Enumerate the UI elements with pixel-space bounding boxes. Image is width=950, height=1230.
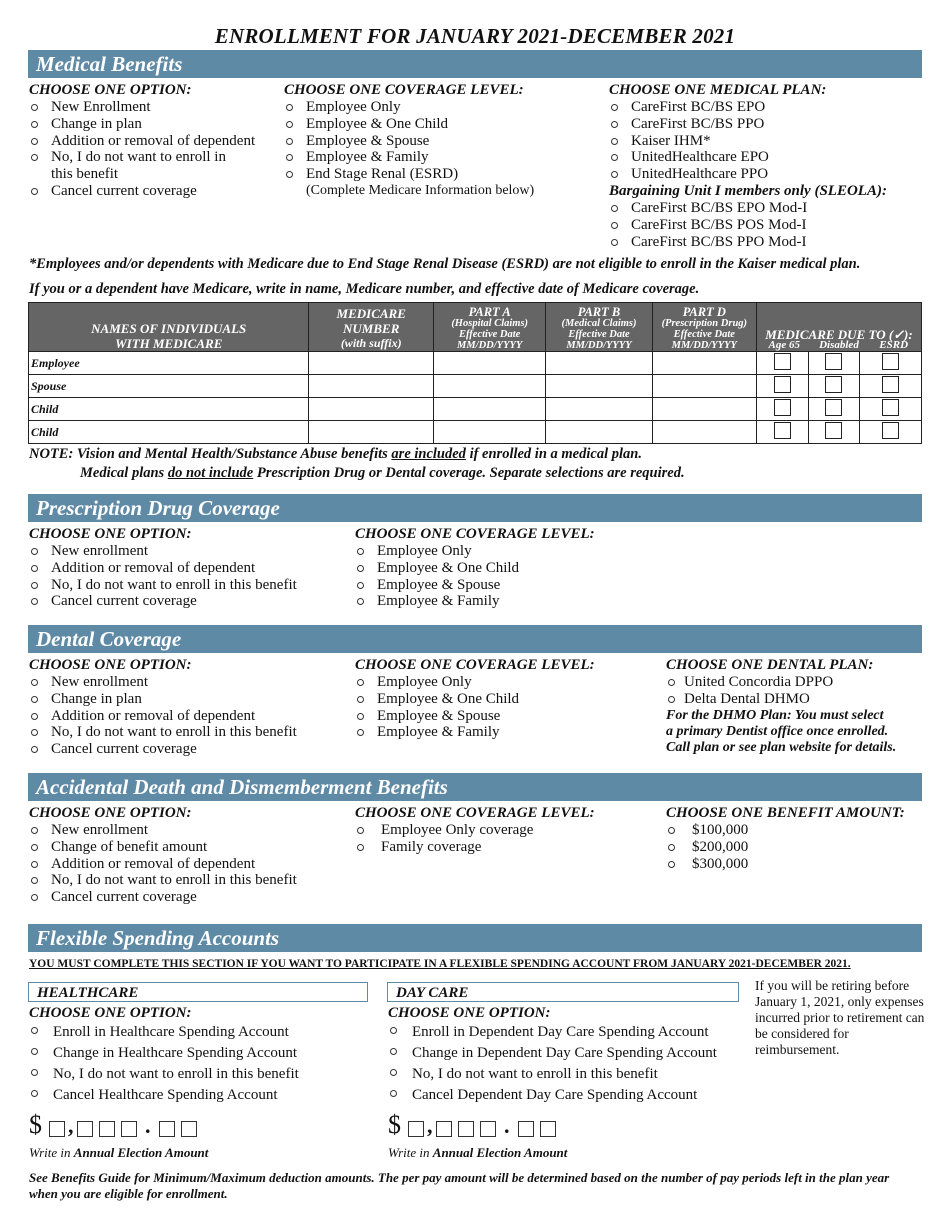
rx-level-heading: CHOOSE ONE COVERAGE LEVEL: — [355, 526, 595, 542]
daycare-option-heading: CHOOSE ONE OPTION: — [388, 1005, 551, 1021]
medical-plan-radio[interactable]: UnitedHealthcare PPO — [609, 166, 929, 183]
rx-level-radio[interactable]: Employee & Family — [355, 593, 655, 610]
daycare-option-radio[interactable]: No, I do not want to enroll in this benefit — [388, 1064, 748, 1085]
healthcare-option-heading: CHOOSE ONE OPTION: — [29, 1005, 192, 1021]
part-d-date-cell[interactable] — [652, 375, 756, 398]
daycare-amount: $ , . — [388, 1110, 688, 1140]
dental-option-radio[interactable]: Change in plan — [29, 691, 349, 708]
daycare-option-radio[interactable]: Change in Dependent Day Care Spending Account — [388, 1043, 748, 1064]
fsa-footer-note: See Benefits Guide for Minimum/Maximum deduction amounts. The per pay amount will be determined based on the number of pay periods left in the plan year when you are eligible for enrollment. — [29, 1170, 890, 1201]
add-amount-radio[interactable]: $300,000 — [666, 856, 928, 873]
add-option-radio[interactable]: Addition or removal of dependent — [29, 856, 349, 873]
row-label: Child — [29, 421, 309, 444]
esrd-checkbox[interactable] — [882, 353, 899, 370]
add-level-heading: CHOOSE ONE COVERAGE LEVEL: — [355, 805, 595, 821]
healthcare-group — [29, 1005, 379, 1106]
esrd-checkbox[interactable] — [882, 376, 899, 393]
medical-level-note: (Complete Medicare Information below) — [306, 182, 535, 198]
healthcare-amount: $ , . — [29, 1110, 329, 1140]
row-label: Spouse — [29, 375, 309, 398]
rx-level-radio[interactable]: Employee & Spouse — [355, 577, 655, 594]
medical-plan-radio[interactable]: CareFirst BC/BS PPO — [609, 116, 929, 133]
medical-level-radio[interactable]: Employee & Family — [284, 149, 604, 166]
medical-plan-heading: CHOOSE ONE MEDICAL PLAN: — [609, 82, 827, 98]
bargaining-plan-radio[interactable]: CareFirst BC/BS POS Mod-I — [609, 217, 929, 234]
add-option-radio[interactable]: Change of benefit amount — [29, 839, 349, 856]
esrd-checkbox[interactable] — [882, 422, 899, 439]
fsa-header: Flexible Spending Accounts — [28, 924, 922, 952]
col-medicare-number-header: MEDICARE NUMBER (with suffix) — [309, 303, 434, 352]
medical-level-radio[interactable]: Employee & One Child — [284, 116, 604, 133]
table-row — [29, 375, 922, 398]
medical-option-heading: CHOOSE ONE OPTION: — [29, 82, 192, 98]
medicare-number-cell[interactable] — [309, 352, 434, 375]
table-row — [29, 398, 922, 421]
part-a-date-cell[interactable] — [433, 398, 545, 421]
medical-level-heading: CHOOSE ONE COVERAGE LEVEL: — [284, 82, 524, 98]
age-65-checkbox[interactable] — [774, 376, 791, 393]
dental-option-heading: CHOOSE ONE OPTION: — [29, 657, 192, 673]
add-option-radio[interactable]: New enrollment — [29, 822, 349, 839]
daycare-option-radio[interactable]: Enroll in Dependent Day Care Spending Account — [388, 1022, 748, 1043]
age-65-checkbox[interactable] — [774, 353, 791, 370]
healthcare-option-radio[interactable]: Enroll in Healthcare Spending Account — [29, 1022, 379, 1043]
amount-digit-box[interactable] — [436, 1121, 452, 1137]
daycare-group — [388, 1005, 748, 1106]
dental-option-group — [29, 657, 349, 758]
part-b-date-cell[interactable] — [546, 398, 652, 421]
row-label: Child — [29, 398, 309, 421]
col-part-a-header: PART A (Hospital Claims) Effective Date MM/DD/YYYY — [433, 303, 545, 352]
rx-option-group — [29, 526, 349, 610]
add-option-radio[interactable]: Cancel current coverage — [29, 889, 349, 906]
disabled-checkbox[interactable] — [825, 399, 842, 416]
fsa-instruction: YOU MUST COMPLETE THIS SECTION IF YOU WANT TO PARTICIPATE IN A FLEXIBLE SPENDING ACCOUNT FROM JANUARY 2021-DECEMBER 2021. — [29, 958, 851, 970]
add-level-radio[interactable]: Employee Only coverage — [355, 822, 655, 839]
dental-level-radio[interactable]: Employee & One Child — [355, 691, 655, 708]
amount-digit-box[interactable] — [121, 1121, 137, 1137]
dental-plan-heading: CHOOSE ONE DENTAL PLAN: — [666, 657, 874, 673]
add-amount-heading: CHOOSE ONE BENEFIT AMOUNT: — [666, 805, 905, 821]
dental-level-radio[interactable]: Employee & Family — [355, 724, 655, 741]
medical-plan-radio[interactable]: Kaiser IHM* — [609, 133, 929, 150]
medical-plan-radio[interactable]: UnitedHealthcare EPO — [609, 149, 929, 166]
rx-option-radio[interactable]: Addition or removal of dependent — [29, 560, 349, 577]
part-b-date-cell[interactable] — [546, 375, 652, 398]
rx-option-radio[interactable]: Cancel current coverage — [29, 593, 349, 610]
healthcare-option-radio[interactable]: Cancel Healthcare Spending Account — [29, 1085, 379, 1106]
col-names-header: NAMES OF INDIVIDUALS WITH MEDICARE — [29, 303, 309, 352]
retire-note: If you will be retiring before January 1, 2021, only expenses incurred prior to retirement can be considered for reimbursement. — [755, 978, 925, 1057]
bargaining-heading: Bargaining Unit I members only (SLEOLA): — [609, 182, 887, 199]
amount-digit-box[interactable] — [458, 1121, 474, 1137]
medical-plan-radio[interactable]: CareFirst BC/BS EPO — [609, 99, 929, 116]
dental-option-radio[interactable]: Cancel current coverage — [29, 741, 349, 758]
disabled-checkbox[interactable] — [825, 376, 842, 393]
dental-level-group — [355, 657, 655, 741]
esrd-checkbox[interactable] — [882, 399, 899, 416]
part-a-date-cell[interactable] — [433, 375, 545, 398]
medical-level-radio[interactable]: Employee & Spouse — [284, 133, 604, 150]
bargaining-plan-radio[interactable]: CareFirst BC/BS PPO Mod-I — [609, 234, 929, 251]
daycare-label-box: DAY CARE — [387, 982, 739, 1002]
add-option-heading: CHOOSE ONE OPTION: — [29, 805, 192, 821]
medical-option-radio[interactable]: Addition or removal of dependent — [29, 133, 279, 150]
dental-option-radio[interactable]: No, I do not want to enroll in this benefit — [29, 724, 349, 741]
healthcare-option-radio[interactable]: No, I do not want to enroll in this benefit — [29, 1064, 379, 1085]
medicare-number-cell[interactable] — [309, 375, 434, 398]
add-option-radio[interactable]: No, I do not want to enroll in this benefit — [29, 872, 349, 889]
dental-plan-radio[interactable]: United Concordia DPPO — [666, 674, 928, 691]
col-medicare-due-header: MEDICARE DUE TO (✓): Age 65 Disabled ESRD — [756, 303, 921, 352]
col-part-b-header: PART B (Medical Claims) Effective Date MM/DD/YYYY — [546, 303, 652, 352]
add-level-group — [355, 805, 655, 856]
age-65-checkbox[interactable] — [774, 422, 791, 439]
amount-digit-box[interactable] — [159, 1121, 175, 1137]
add-level-radio[interactable]: Family coverage — [355, 839, 655, 856]
add-amount-radio[interactable]: $200,000 — [666, 839, 928, 856]
part-a-date-cell[interactable] — [433, 421, 545, 444]
dental-coverage-header: Dental Coverage — [28, 625, 922, 653]
esrd-note: *Employees and/or dependents with Medicare due to End Stage Renal Disease (ESRD) are not eligible to enroll in the Kaiser medical plan. — [29, 256, 861, 272]
add-amount-group — [666, 805, 928, 872]
medical-benefits-header: Medical Benefits — [28, 50, 922, 78]
amount-digit-box[interactable] — [181, 1121, 197, 1137]
page-title: ENROLLMENT FOR JANUARY 2021-DECEMBER 2021 — [214, 24, 736, 48]
daycare-write-in: Write in Annual Election Amount — [388, 1145, 568, 1160]
medical-option-group — [29, 82, 279, 200]
bargaining-plan-radio[interactable]: CareFirst BC/BS EPO Mod-I — [609, 200, 929, 217]
dental-level-radio[interactable]: Employee Only — [355, 674, 655, 691]
rx-option-radio[interactable]: New enrollment — [29, 543, 349, 560]
dental-level-heading: CHOOSE ONE COVERAGE LEVEL: — [355, 657, 595, 673]
medical-option-radio[interactable]: Change in plan — [29, 116, 279, 133]
healthcare-write-in: Write in Annual Election Amount — [29, 1145, 209, 1160]
rx-option-heading: CHOOSE ONE OPTION: — [29, 526, 192, 542]
medical-option-radio[interactable]: Cancel current coverage — [29, 183, 279, 200]
add-benefits-header: Accidental Death and Dismemberment Benefits — [28, 773, 922, 801]
part-d-date-cell[interactable] — [652, 421, 756, 444]
disabled-checkbox[interactable] — [825, 422, 842, 439]
daycare-option-radio[interactable]: Cancel Dependent Day Care Spending Account — [388, 1085, 748, 1106]
medical-option-radio[interactable]: No, I do not want to enroll in — [29, 149, 279, 166]
amount-digit-box[interactable] — [408, 1121, 424, 1137]
add-option-group — [29, 805, 349, 906]
amount-digit-box[interactable] — [77, 1121, 93, 1137]
medical-level-radio[interactable]: End Stage Renal (ESRD) — [284, 166, 604, 183]
table-row — [29, 352, 922, 375]
amount-digit-box[interactable] — [49, 1121, 65, 1137]
rx-level-radio[interactable]: Employee Only — [355, 543, 655, 560]
medical-level-radio[interactable]: Employee Only — [284, 99, 604, 116]
medical-note-line2: Medical plans do not include Prescription Drug or Dental coverage. Separate selections are required. — [80, 465, 685, 481]
rx-level-radio[interactable]: Employee & One Child — [355, 560, 655, 577]
medicare-instruction: If you or a dependent have Medicare, write in name, Medicare number, and effective date of Medicare coverage. — [29, 281, 700, 297]
medical-note-line1: NOTE: Vision and Mental Health/Substance Abuse benefits are included if enrolled in a medical plan. — [29, 446, 642, 462]
medical-option-radio-continued: this benefit — [51, 166, 119, 183]
col-part-d-header: PART D (Prescription Drug) Effective Date MM/DD/YYYY — [652, 303, 756, 352]
add-amount-radio[interactable]: $100,000 — [666, 822, 928, 839]
rx-level-group — [355, 526, 655, 610]
medicare-number-cell[interactable] — [309, 398, 434, 421]
dental-plan-group — [666, 657, 928, 756]
disabled-checkbox[interactable] — [825, 353, 842, 370]
medical-level-group — [284, 82, 604, 200]
rx-option-radio[interactable]: No, I do not want to enroll in this benefit — [29, 577, 349, 594]
healthcare-option-radio[interactable]: Change in Healthcare Spending Account — [29, 1043, 379, 1064]
medicare-table — [28, 302, 922, 444]
prescription-drug-header: Prescription Drug Coverage — [28, 494, 922, 522]
dental-level-radio[interactable]: Employee & Spouse — [355, 708, 655, 725]
part-d-date-cell[interactable] — [652, 352, 756, 375]
part-a-date-cell[interactable] — [433, 352, 545, 375]
medicare-number-cell[interactable] — [309, 421, 434, 444]
medical-plan-group — [609, 82, 929, 250]
row-label: Employee — [29, 352, 309, 375]
amount-digit-box[interactable] — [518, 1121, 534, 1137]
amount-digit-box[interactable] — [480, 1121, 496, 1137]
table-row — [29, 421, 922, 444]
part-b-date-cell[interactable] — [546, 421, 652, 444]
dental-option-radio[interactable]: Addition or removal of dependent — [29, 708, 349, 725]
age-65-checkbox[interactable] — [774, 399, 791, 416]
amount-digit-box[interactable] — [99, 1121, 115, 1137]
part-d-date-cell[interactable] — [652, 398, 756, 421]
dental-option-radio[interactable]: New enrollment — [29, 674, 349, 691]
healthcare-label-box: HEALTHCARE — [28, 982, 368, 1002]
dhmo-note: For the DHMO Plan: You must select a primary Dentist office once enrolled. Call plan or see plan website for details. — [666, 707, 897, 755]
amount-digit-box[interactable] — [540, 1121, 556, 1137]
part-b-date-cell[interactable] — [546, 352, 652, 375]
medical-option-radio[interactable]: New Enrollment — [29, 99, 279, 116]
dental-plan-radio[interactable]: Delta Dental DHMO — [666, 691, 928, 708]
